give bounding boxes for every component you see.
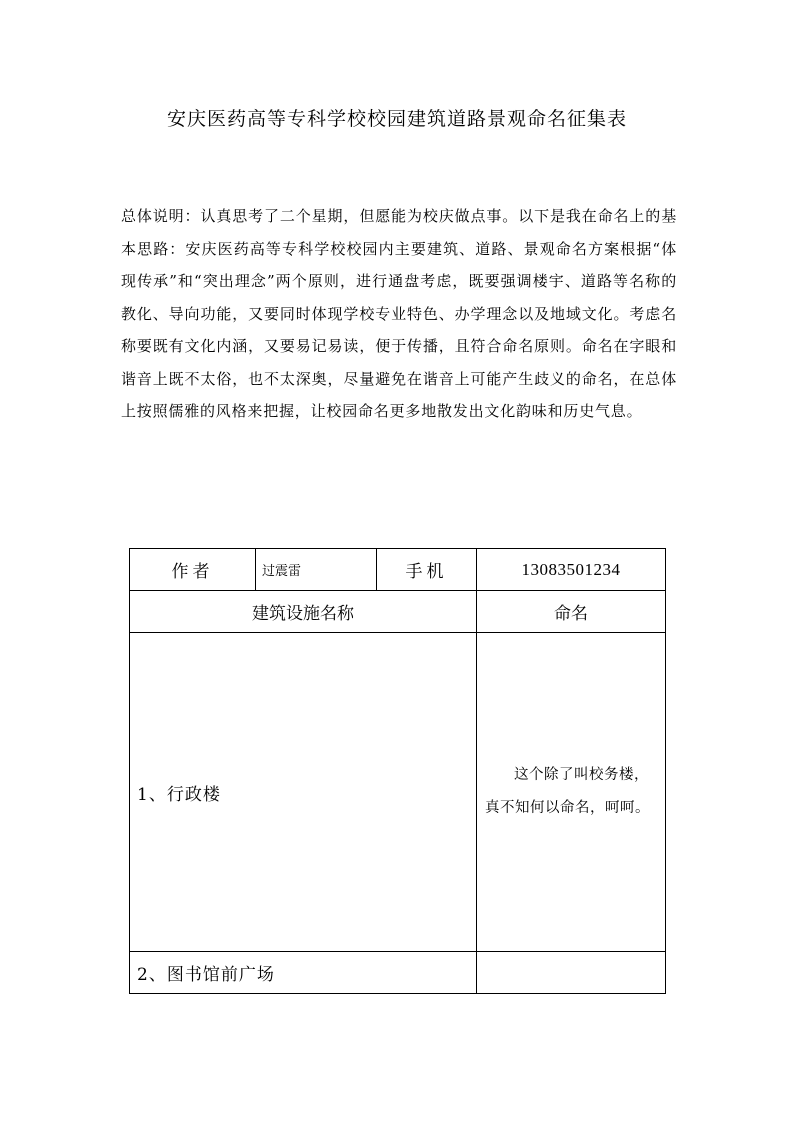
intro-text: 总体说明：认真思考了二个星期，但愿能为校庆做点事。以下是我在命名上的基本思路：安庆医药高等专科学校校园内主要建筑、道路、景观命名方案根据“体现传承”和“突出理念”两个原则，进行通盘考虑，既要强调楼宇、道路等名称的教化、导向功能，又要同时体现学校专业特色、办学理念以及地域文化。考虑名称要既有文化内涵，又要易记易读，便于传播，且符合命名原则。命名在字眼和谐音上既不太俗，也不太深奥，尽量避免在谐音上可能产生歧义的命名，在总体上按照儒雅的风格来把握，让校园命名更多地散发出文化韵味和历史气息。 bbox=[121, 207, 677, 420]
phone-label: 手机 bbox=[377, 549, 477, 591]
phone-value: 13083501234 bbox=[477, 549, 666, 591]
page-title: 安庆医药高等专科学校校园建筑道路景观命名征集表 bbox=[166, 108, 627, 130]
author-row bbox=[130, 549, 666, 591]
facility-name: 2、图书馆前广场 bbox=[130, 952, 477, 994]
table-header-row bbox=[130, 591, 666, 633]
naming-column-header: 命名 bbox=[477, 591, 666, 633]
table-row bbox=[130, 633, 666, 952]
facility-name: 1、行政楼 bbox=[130, 633, 477, 952]
facility-column-header: 建筑设施名称 bbox=[130, 591, 477, 633]
naming-table bbox=[129, 548, 666, 994]
intro-paragraph bbox=[121, 200, 677, 428]
author-value: 过震雷 bbox=[256, 549, 377, 591]
naming-value: 这个除了叫校务楼，真不知何以命名，呵呵。 bbox=[477, 633, 666, 952]
author-label: 作者 bbox=[130, 549, 256, 591]
table-row bbox=[130, 952, 666, 994]
naming-value bbox=[477, 952, 666, 994]
